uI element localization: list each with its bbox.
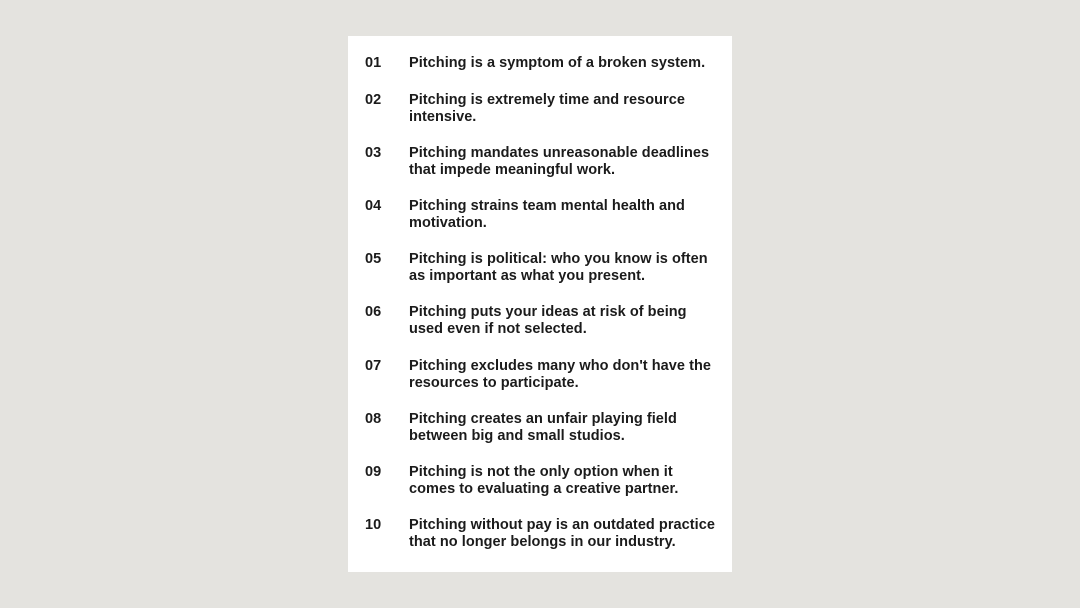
item-text: Pitching excludes many who don't have the resources to participate. (409, 358, 711, 391)
item-number: 10 (365, 517, 382, 533)
item-text: Pitching is extremely time and resource intensive. (409, 92, 685, 125)
item-number: 01 (365, 55, 382, 71)
item-text: Pitching is political: who you know is often as important as what you present. (409, 251, 708, 284)
item-number: 08 (365, 411, 382, 427)
item-text: Pitching mandates unreasonable deadlines that impede meaningful work. (409, 145, 710, 178)
item-text: Pitching strains team mental health and motivation. (409, 198, 685, 231)
item-number: 09 (365, 464, 382, 480)
item-number: 02 (365, 92, 382, 108)
statement-card (348, 36, 732, 572)
numbered-list (348, 36, 732, 572)
item-text: Pitching without pay is an outdated practice that no longer belongs in our industry. (409, 517, 715, 550)
item-number: 05 (365, 251, 382, 267)
item-number: 07 (365, 358, 382, 374)
item-number: 04 (365, 198, 382, 214)
item-number: 03 (365, 145, 382, 161)
item-text: Pitching creates an unfair playing field between big and small studios. (409, 411, 677, 444)
item-number: 06 (365, 304, 382, 320)
item-text: Pitching is a symptom of a broken system. (409, 55, 706, 71)
item-text: Pitching is not the only option when it comes to evaluating a creative partner. (409, 464, 679, 497)
item-text: Pitching puts your ideas at risk of being used even if not selected. (409, 304, 687, 337)
